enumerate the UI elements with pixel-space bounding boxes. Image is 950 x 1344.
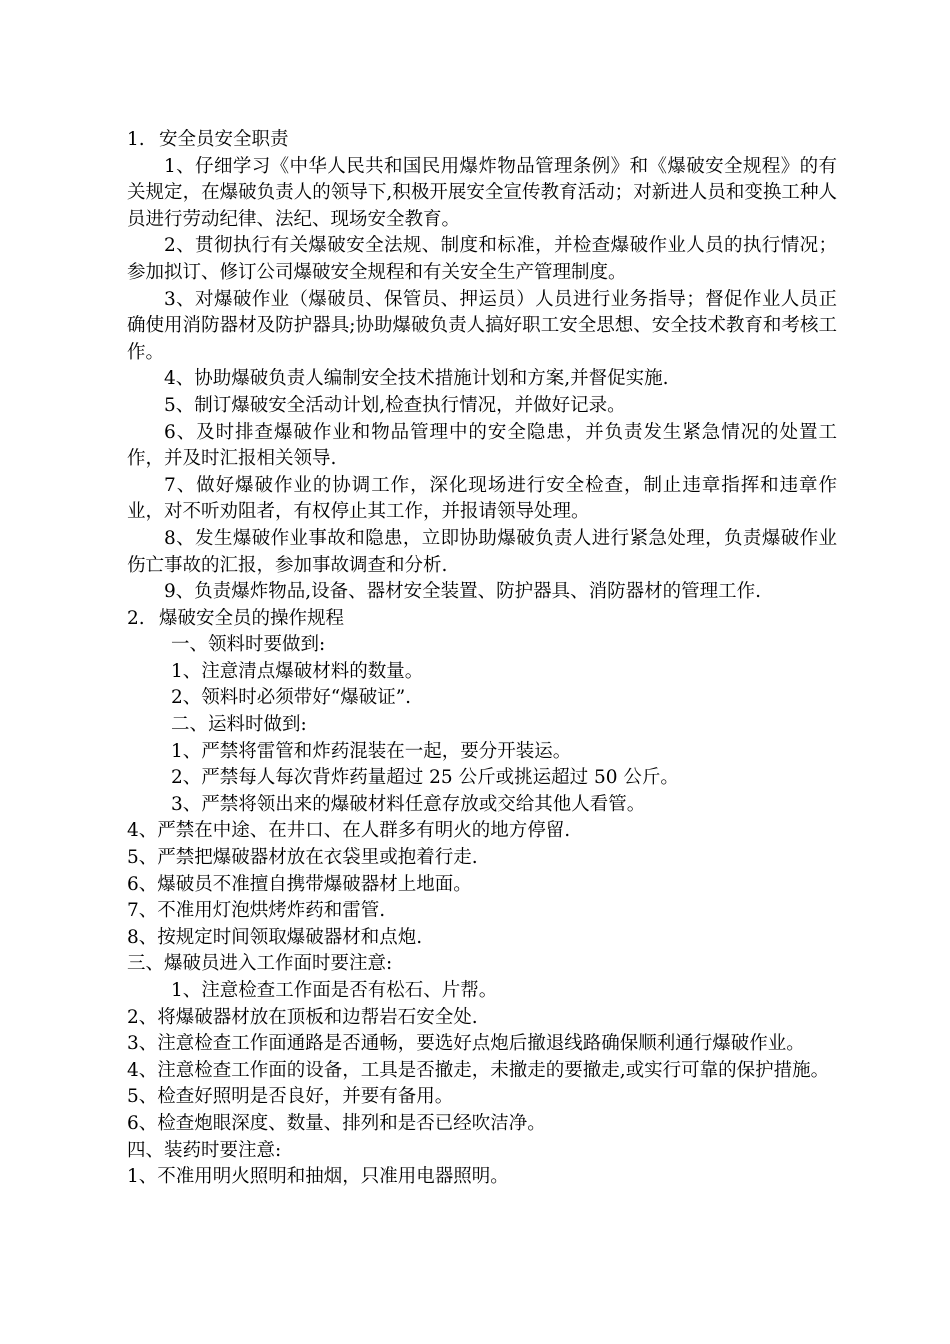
list-item: 二、运料时做到: [171, 714, 307, 736]
paragraph: 7、做好爆破作业的协调工作，深化现场进行安全检查，制止违章指挥和违章作业，对不听劝阻者，有权停止其工作，并报请领导处理。 [127, 474, 837, 523]
list-item: 1、严禁将雷管和炸药混装在一起，要分开装运。 [171, 740, 572, 762]
section-heading [127, 127, 837, 154]
list-item: 2、严禁每人每次背炸药量超过 25 公斤或挑运超过 50 公斤。 [171, 767, 679, 789]
list-item: 2、将爆破器材放在顶板和边帮岩石安全处. [127, 1006, 478, 1028]
paragraph: 9、负责爆炸物品,设备、器材安全装置、防护器具、消防器材的管理工作. [164, 581, 762, 603]
list-item: 1、不准用明火照明和抽烟，只准用电器照明。 [127, 1166, 509, 1188]
list-item: 8、按规定时间领取爆破器材和点炮. [127, 926, 423, 948]
list-item: 1、注意清点爆破材料的数量。 [171, 660, 424, 682]
paragraph: 5、制订爆破安全活动计划,检查执行情况，并做好记录。 [164, 394, 626, 416]
list-item: 7、不准用灯泡烘烤炸药和雷管. [127, 900, 386, 922]
section-heading [127, 606, 837, 633]
section-number: 1. [127, 129, 145, 150]
paragraph: 3、对爆破作业（爆破员、保管员、押运员）人员进行业务指导；督促作业人员正确使用消防器材及防护器具;协助爆破负责人搞好职工安全思想、安全技术教育和考核工作。 [127, 288, 837, 363]
paragraph: 2、贯彻执行有关爆破安全法规、制度和标准，并检查爆破作业人员的执行情况；参加拟订、修订公司爆破安全规程和有关安全生产管理制度。 [127, 235, 837, 283]
document-page [127, 127, 837, 1191]
paragraph: 1、仔细学习《中华人民共和国民用爆炸物品管理条例》和《爆破安全规程》的有关规定，在爆破负责人的领导下,积极开展安全宣传教育活动；对新进人员和变换工种人员进行劳动纪律、法纪、现场安全教育。 [127, 155, 837, 230]
list-item: 3、严禁将领出来的爆破材料任意存放或交给其他人看管。 [171, 793, 646, 815]
paragraph: 8、发生爆破作业事故和隐患，立即协助爆破负责人进行紧急处理，负责爆破作业伤亡事故的汇报，参加事故调查和分析. [127, 527, 837, 576]
list-item: 四、装药时要注意: [127, 1139, 282, 1161]
list-item: 6、检查炮眼深度、数量、排列和是否已经吹洁净。 [127, 1112, 546, 1134]
list-item: 一、领料时要做到: [171, 634, 326, 656]
list-item: 3、注意检查工作面通路是否通畅，要选好点炮后撤退线路确保顺利通行爆破作业。 [127, 1033, 805, 1055]
list-item: 4、严禁在中途、在井口、在人群多有明火的地方停留. [127, 820, 571, 842]
paragraph: 6、及时排查爆破作业和物品管理中的安全隐患，并负责发生紧急情况的处置工作，并及时汇报相关领导. [127, 421, 837, 470]
list-item: 2、领料时必须带好“爆破证”. [171, 687, 412, 709]
section-number: 2. [127, 607, 145, 629]
list-item: 6、爆破员不准擅自携带爆破器材上地面。 [127, 873, 472, 895]
list-item: 三、爆破员进入工作面时要注意: [127, 953, 393, 975]
section-title: 爆破安全员的操作规程 [159, 607, 345, 629]
list-item: 4、注意检查工作面的设备，工具是否撤走，未撤走的要撤走,或实行可靠的保护措施。 [127, 1059, 830, 1081]
list-item: 1、注意检查工作面是否有松石、片帮。 [171, 980, 498, 1001]
paragraph: 4、协助爆破负责人编制安全技术措施计划和方案,并督促实施. [164, 368, 669, 390]
list-item: 5、检查好照明是否良好，并要有备用。 [127, 1086, 454, 1108]
section-title: 安全员安全职责 [159, 129, 289, 150]
list-item: 5、严禁把爆破器材放在衣袋里或抱着行走. [127, 847, 478, 869]
